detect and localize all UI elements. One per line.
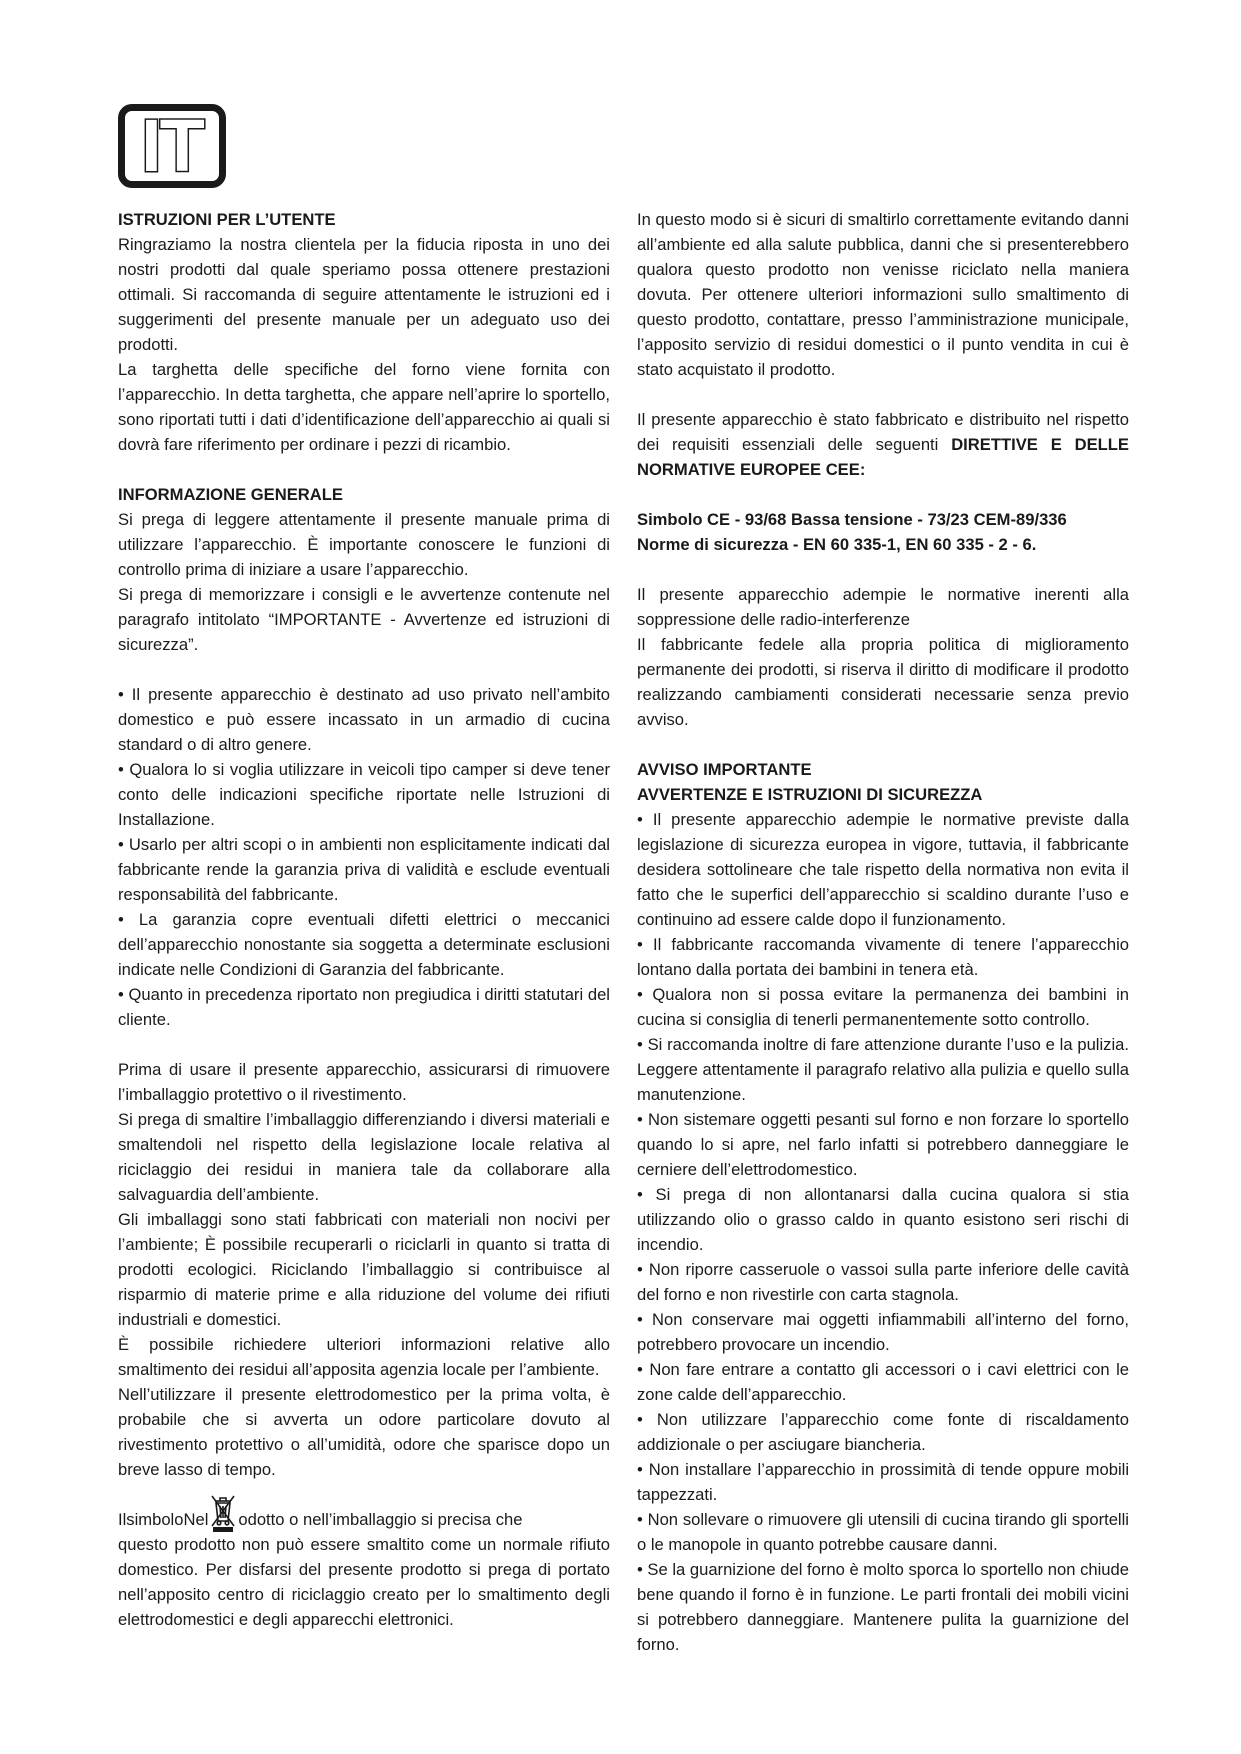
right-column: [637, 207, 1129, 1657]
paragraph: Gli imballaggi sono stati fabbricati con materiali non nocivi per l’ambiente; È possibile recuperarli o riciclarli in quanto si tratta di prodotti ecologici. Riciclando l’imballaggio si contribuisce al risparmio di materie prime e alla riduzione del volume dei rifiuti industriali e domestici.: [118, 1210, 610, 1329]
crossed-bin-icon: [210, 1492, 236, 1532]
weee-text-post: odotto o nell’imballaggio si precisa che: [238, 1510, 523, 1529]
section-heading-general-info: INFORMAZIONE GENERALE: [118, 485, 343, 504]
directives-bold: DIRETTIVE E DELLE NORMATIVE EUROPEE CEE:: [637, 435, 1129, 479]
section-heading-important-notice: AVVISO IMPORTANTE: [637, 760, 812, 779]
paragraph: Ringraziamo la nostra clientela per la fiducia riposta in uno dei nostri prodotti dal quale speriamo possa ottenere prestazioni ottimali. Si raccomanda di seguire attentamente le istruzioni ed i suggerimenti del presente manuale per un adeguato uso dei prodotti.: [118, 235, 610, 354]
norm-ce: Simbolo CE - 93/68 Bassa tensione - 73/23 CEM-89/336: [637, 510, 1067, 529]
paragraph: Si prega di leggere attentamente il presente manuale prima di utilizzare l’apparecchio. È importante conoscere le funzioni di controllo prima di iniziare a usare l’apparecchio.: [118, 510, 610, 579]
bullet-item: • Non installare l’apparecchio in prossimità di tende oppure mobili tappezzati.: [637, 1460, 1129, 1504]
bullet-item: • Il presente apparecchio è destinato ad uso privato nell’ambito domestico e può essere incassato in un armadio di cucina standard o di altro genere.: [118, 685, 610, 754]
paragraph: Il fabbricante fedele alla propria politica di miglioramento permanente dei prodotti, si riserva il diritto di modificare il prodotto realizzando cambiamenti considerati necessarie senza previo avviso.: [637, 635, 1129, 729]
bullet-item: • Qualora non si possa evitare la permanenza dei bambini in cucina si consiglia di tenerli permanentemente sotto controllo.: [637, 985, 1129, 1029]
bullet-item: • Si raccomanda inoltre di fare attenzione durante l’uso e la pulizia. Leggere attentamente il paragrafo relativo alla pulizia e quello sulla manutenzione.: [637, 1035, 1129, 1104]
paragraph: Si prega di memorizzare i consigli e le avvertenze contenute nel paragrafo intitolato “IMPORTANTE - Avvertenze ed istruzioni di sicurezza”.: [118, 585, 610, 654]
paragraph: [637, 407, 1129, 482]
paragraph: È possibile richiedere ulteriori informazioni relative allo smaltimento dei residui all’apposita agenzia locale per l’ambiente.: [118, 1335, 610, 1379]
bullet-item: • Non sistemare oggetti pesanti sul forno e non forzare lo sportello quando lo si apre, nel farlo infatti si potrebbero danneggiare le cerniere dell’elettrodomestico.: [637, 1110, 1129, 1179]
paragraph: Il presente apparecchio adempie le normative inerenti alla soppressione delle radio-interferenze: [637, 585, 1129, 629]
weee-text-pre: IlsimboloNel: [118, 1510, 209, 1529]
paragraph: Prima di usare il presente apparecchio, assicurarsi di rimuovere l’imballaggio protettivo o il rivestimento.: [118, 1060, 610, 1104]
bullet-item: • Si prega di non allontanarsi dalla cucina qualora si stia utilizzando olio o grasso caldo in quanto esistono seri rischi di incendio.: [637, 1185, 1129, 1254]
paragraph: La targhetta delle specifiche del forno viene fornita con l’apparecchio. In detta targhetta, che appare nell’aprire lo sportello, sono riportati tutti i dati d’identificazione dell’apparecchio ai quali si dovrà fare riferimento per ordinare i pezzi di ricambio.: [118, 360, 610, 454]
section-heading-user-instructions: ISTRUZIONI PER L’UTENTE: [118, 210, 336, 229]
bullet-item: • Non utilizzare l’apparecchio come fonte di riscaldamento addizionale o per asciugare biancheria.: [637, 1410, 1129, 1454]
paragraph: In questo modo si è sicuri di smaltirlo correttamente evitando danni all’ambiente ed alla salute pubblica, danni che si presenterebbero qualora questo prodotto non venisse riciclato nella maniera dovuta. Per ottenere ulteriori informazioni sullo smaltimento di questo prodotto, contattare, presso l’amministrazione municipale, l’apposito servizio di residui domestici o il punto vendita in cui è stato acquistato il prodotto.: [637, 210, 1129, 379]
bullet-item: • Non fare entrare a contatto gli accessori o i cavi elettrici con le zone calde dell’apparecchio.: [637, 1360, 1129, 1404]
language-badge: [118, 104, 226, 188]
paragraph: questo prodotto non può essere smaltito come un normale rifiuto domestico. Per disfarsi del presente prodotto si prega di portato nell’apposito centro di riciclaggio creato per lo smaltimento degli elettrodomestici e degli apparecchi elettronici.: [118, 1535, 610, 1629]
language-code: IT: [141, 104, 203, 187]
bullet-item: • Il presente apparecchio adempie le normative previste dalla legislazione di sicurezza europea in vigore, tuttavia, il fabbricante desidera sottolineare che tale rispetto della normativa non evita il fatto che le superfici dell’apparecchio si scaldino durante l’uso e continuino ad essere calde dopo il funzionamento.: [637, 810, 1129, 929]
bullet-item: • Usarlo per altri scopi o in ambienti non esplicitamente indicati dal fabbricante rende la garanzia priva di validità e esclude eventuali responsabilità del fabbricante.: [118, 835, 610, 904]
section-heading-safety: AVVERTENZE E ISTRUZIONI DI SICUREZZA: [637, 785, 983, 804]
norm-safety: Norme di sicurezza - EN 60 335-1, EN 60 335 - 2 - 6.: [637, 535, 1037, 554]
bullet-item: • Non sollevare o rimuovere gli utensili di cucina tirando gli sportelli o le manopole in quanto potrebbe causare danni.: [637, 1510, 1129, 1554]
weee-line: [118, 1492, 610, 1532]
bullet-item: • Non riporre casseruole o vassoi sulla parte inferiore delle cavità del forno e non rivestirle con carta stagnola.: [637, 1260, 1129, 1304]
bullet-item: • La garanzia copre eventuali difetti elettrici o meccanici dell’apparecchio nonostante sia soggetta a determinate esclusioni indicate nelle Condizioni di Garanzia del fabbricante.: [118, 910, 610, 979]
paragraph: Si prega di smaltire l’imballaggio differenziando i diversi materiali e smaltendoli nel rispetto della legislazione locale relativa al riciclaggio dei residui in maniera tale da collaborare alla salvaguardia dell’ambiente.: [118, 1110, 610, 1204]
left-column: [118, 207, 610, 1632]
norm-line: [637, 532, 1129, 557]
bullet-item: • Se la guarnizione del forno è molto sporca lo sportello non chiude bene quando il forno è in funzione. Le parti frontali dei mobili vicini si potrebbero danneggiare. Mantenere pulita la guarnizione del forno.: [637, 1560, 1129, 1654]
bullet-item: • Qualora lo si voglia utilizzare in veicoli tipo camper si deve tener conto delle indicazioni specifiche riportate nelle Istruzioni di Installazione.: [118, 760, 610, 829]
bullet-item: • Non conservare mai oggetti infiammabili all’interno del forno, potrebbero provocare un incendio.: [637, 1310, 1129, 1354]
paragraph: Nell’utilizzare il presente elettrodomestico per la prima volta, è probabile che si avverta un odore particolare dovuto al rivestimento protettivo o all’umidità, odore che sparisce dopo un breve lasso di tempo.: [118, 1385, 610, 1479]
norm-line: [637, 507, 1129, 532]
bullet-item: • Il fabbricante raccomanda vivamente di tenere l’apparecchio lontano dalla portata dei bambini in tenera età.: [637, 935, 1129, 979]
bullet-item: • Quanto in precedenza riportato non pregiudica i diritti statutari del cliente.: [118, 985, 610, 1029]
directives-intro: Il presente apparecchio è stato fabbricato e distribuito nel rispetto dei requisiti essenziali delle seguenti: [637, 410, 1129, 454]
